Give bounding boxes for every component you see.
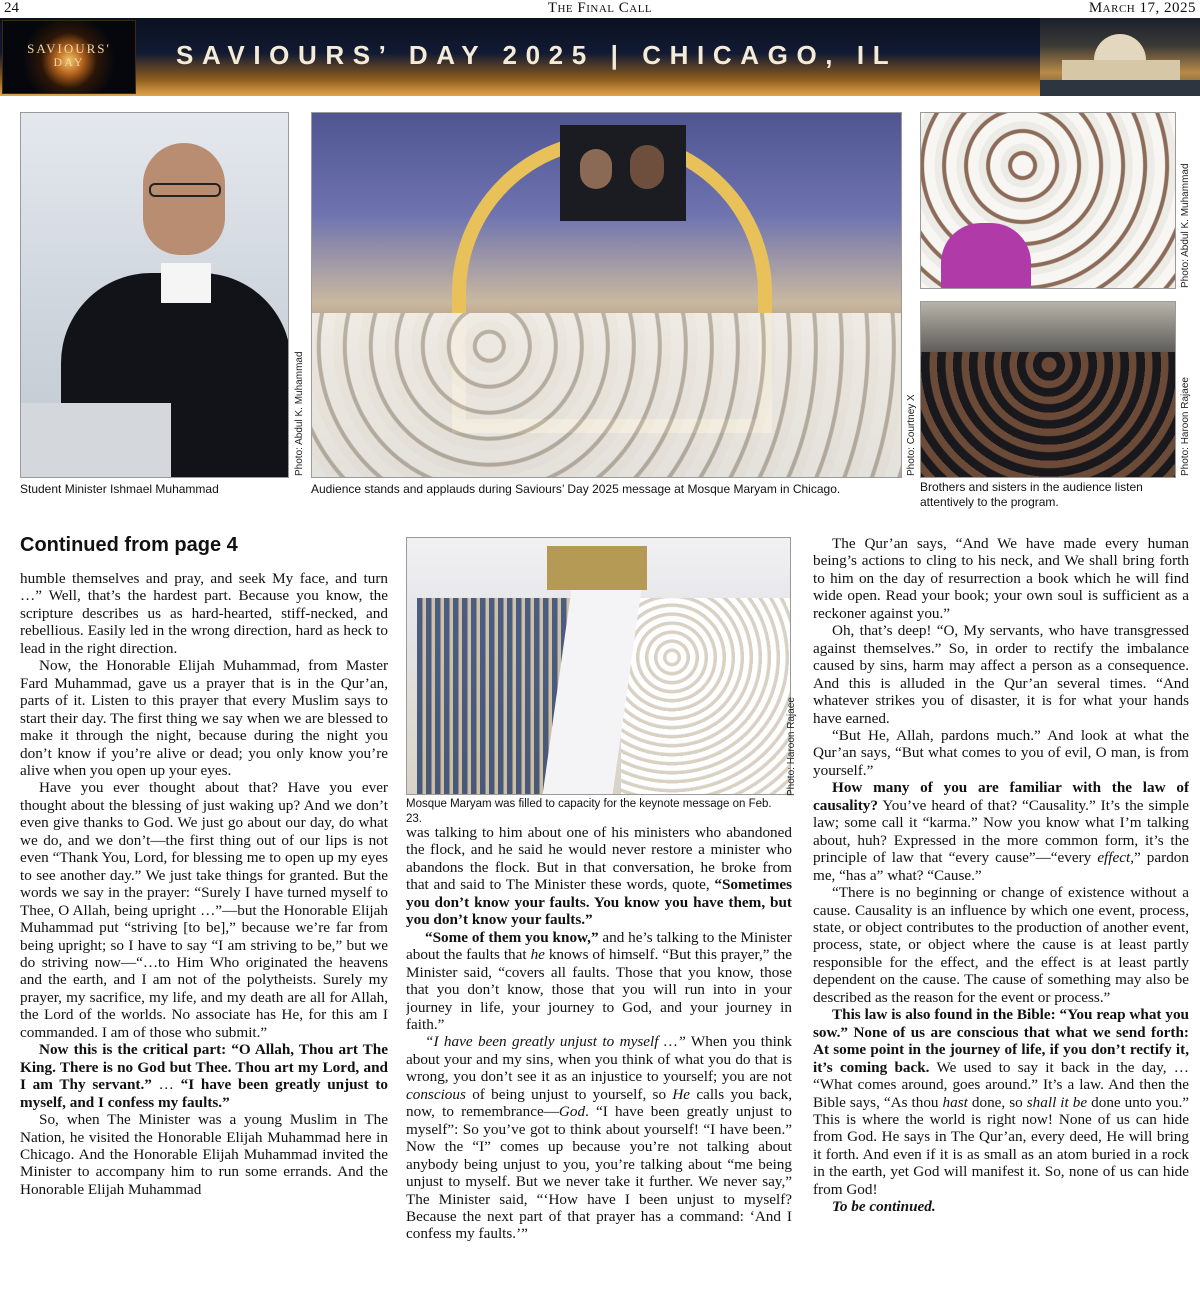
col2-p2-he: he xyxy=(530,946,545,964)
faults-quote: “Sometimes you don’t know your faults. You know you have them, but you don’t know your faults.” xyxy=(406,876,792,929)
some-you-know-quote: “Some of them you know,” xyxy=(425,928,599,946)
col2-p3-text-b: of being unjust to yourself, so xyxy=(465,1085,673,1103)
screen-face-right xyxy=(630,145,664,189)
speaker-photo-caption: Student Minister Ishmael Muhammad xyxy=(20,482,219,496)
speaker-head xyxy=(143,143,225,255)
col2-paragraph-1 xyxy=(406,824,792,929)
ellipsis: … xyxy=(151,1076,181,1094)
col1-paragraph-3: Have you ever thought about that? Have you ever thought about the blessing of just waking up? And we don’t even give thanks to God. We just go about our day, do what we do, and we don’t—the first thing out of our lips is not even “Thank You, Lord, for blessing me to open up my eyes to see another day.” We just take things for granted. But the words we say in the prayer: “Surely I have turned myself to Thee, O Allah, being upright …”—but the Honorable Elijah Muhammad put “striving [to be],” because we’re far from being upright; so I have to say “I am striving to be,” but we do striving now—“…to Him Who originated the heavens and the earth, and I am not of the polytheists. Surely my prayer, my sacrifice, my life, and my death are all for Allah, the Lord of the worlds. No associate has He, for this am I commanded. I am of those who submit.” xyxy=(20,779,388,1041)
standing-audience xyxy=(312,313,902,478)
speaker-photo-credit: Photo: Abdul K. Muhammad xyxy=(294,351,305,476)
unjust-italic-quote: “I have been greatly unjust to myself …” xyxy=(425,1033,686,1051)
col3-paragraph-6 xyxy=(813,1006,1189,1198)
col3-p4-effect: effect xyxy=(1097,849,1131,867)
seated-brothers xyxy=(921,352,1176,478)
publication-name: The Final Call xyxy=(547,0,653,16)
logo-line2: DAY xyxy=(53,55,85,69)
critical-part-quote: Now this is the critical part: “O Allah, Thou art The King. There is no God but Thee. Thou art my Lord, and I am Thy servant.” xyxy=(20,1041,388,1094)
rostrum xyxy=(547,546,647,590)
mosque-exterior-photo xyxy=(1040,18,1200,96)
mosque-interior-photo xyxy=(406,537,791,795)
hall-photo-caption: Audience stands and applauds during Saviours’ Day 2025 message at Mosque Maryam in Chicago. xyxy=(311,482,841,496)
col1-paragraph-1: humble themselves and pray, and seek My face, and turn …” Well, that’s the hardest part. Because you know, the scripture describes us as hard-hearted, stiff-necked, and rebellious. Easily led in the wrong direction, hard as heck to lead in the right direction. xyxy=(20,570,388,657)
col2-p3-god: God xyxy=(558,1103,586,1121)
col3-p6-text-c: done unto you.” This is where the world is right now! None of us can hide from God. He says in The Qur’an, every deed, He will bring it forth. And even if it is as small as an atom buried in a rock in the earth, yet God will manifest it. So, none of us can hide from God! xyxy=(813,1093,1189,1198)
brothers-photo-credit: Photo: Haroon Rajaee xyxy=(1180,377,1191,476)
col2-p3-conscious: conscious xyxy=(406,1085,466,1103)
projection-screen xyxy=(560,125,686,221)
col2-p3-text-c: calls you back, now, to remembrance— xyxy=(406,1085,792,1121)
folio-line xyxy=(0,0,1200,18)
sisters-audience-photo xyxy=(920,112,1176,289)
mosque-building xyxy=(1062,60,1180,82)
bible-law-statement: This law is also found in the Bible: “You reap what you sow.” None of us are conscious that what we send forth: At some point in the journey of life, if you don’t rectify it, it’s coming back. xyxy=(813,1006,1189,1076)
brothers-audience-photo xyxy=(920,301,1176,478)
screen-face-left xyxy=(580,149,612,189)
speaker-photo xyxy=(20,112,289,478)
brothers-photo-caption: Brothers and sisters in the audience listen attentively to the program. xyxy=(920,480,1143,509)
col1-paragraph-2: Now, the Honorable Elijah Muhammad, from Master Fard Muhammad, gave us a prayer that is in the Qur’an, parts of it. Listen to this prayer that every Muslim says to start their day. The first thing we say when we are blessed to make it through the night, because during the night you don’t know if you’re alive or dead; you only know you’re alive when you open up your eyes. xyxy=(20,657,388,779)
col2-p3-he: He xyxy=(672,1085,691,1103)
sister-purple-garment xyxy=(941,223,1031,289)
col3-paragraph-5: “There is no beginning or change of existence without a cause. Causality is an influence by which one event, process, state, or object contributes to the production of another event, process, state, or object where the cause is at least partly responsible for the effect, and the effect is at least partly dependent on the cause. The cause of something may also be described as the reason for the event or process.” xyxy=(813,884,1189,1006)
col2-p2-text-b: knows of himself. “But this prayer,” the Minister said, “covers all faults. Those that you know, those that you don’t know, those that you will run into in your journey in life, your journey to God, and your journey in faith.” xyxy=(406,946,792,1033)
article-column-2 xyxy=(406,824,792,1284)
col3-p4-text-a: You’ve heard of that? “Causality.” It’s the simple law; some call it “karma.” Now you know what I’m talking about, huh? Expressed in the more common form, it’s the principle of law that “every cause”—“every xyxy=(813,796,1189,867)
col3-p6-text-b: done, so xyxy=(967,1093,1027,1111)
col3-paragraph-3: “But He, Allah, pardons much.” And look at what the Qur’an says, “But what comes to you of evil, O man, is from yourself.” xyxy=(813,726,1189,779)
col3-p4-text-b: ,” pardon me, “has a” what? “Cause.” xyxy=(813,849,1189,884)
speaker-collar xyxy=(161,263,211,303)
col2-p3-text-a: When you think about your and my sins, when you think of what you do that is wrong, you don’t see it as an injustice to yourself; you are not xyxy=(406,1033,792,1086)
col3-paragraph-7 xyxy=(813,1198,1189,1215)
sisters-photo-credit: Photo: Abdul K. Muhammad xyxy=(1180,163,1191,288)
col2-paragraph-2 xyxy=(406,929,792,1034)
podium xyxy=(21,403,171,478)
article-column-3 xyxy=(813,535,1189,1275)
to-be-continued: To be continued. xyxy=(832,1198,936,1216)
audience-hall-photo xyxy=(311,112,902,478)
page-number: 24 xyxy=(4,0,19,16)
col3-p6-hast: hast xyxy=(942,1093,968,1111)
logo-line1: SAVIOURS' xyxy=(27,41,111,56)
mosque-photo-caption: Mosque Maryam was filled to capacity for the keynote message on Feb. 23. xyxy=(406,798,772,825)
speaker-glasses xyxy=(149,183,221,197)
continued-heading: Continued from page 4 xyxy=(20,534,238,556)
causality-question: How many of you are familiar with the law of causality? xyxy=(813,779,1189,814)
col2-p3-text-d: . “I have been greatly unjust to myself”: So you’ve got to think about yourself! “I have been.” Now the “I” comes up because you’re not talking about anybody being unjust to you, you’re talking about “me being unjust to myself. But we never take it further. We never say,” The Minister said, “‘How have I been unjust to myself? Because the next part of that prayer has a command: ‘And I confess my faults.’” xyxy=(406,1103,792,1243)
col2-paragraph-3 xyxy=(406,1033,792,1242)
col1-paragraph-4 xyxy=(20,1041,388,1111)
banner-title: SAVIOURS’ DAY 2025 | CHICAGO, IL xyxy=(176,40,898,70)
issue-date: March 17, 2025 xyxy=(1088,0,1196,16)
article-column-1 xyxy=(20,570,388,1282)
mosque-photo-credit: Photo: Haroon Rajaee xyxy=(786,697,797,796)
section-banner xyxy=(0,18,1200,96)
col3-paragraph-2: Oh, that’s deep! “O, My servants, who have transgressed against themselves.” So, in order to rectify the imbalance caused by sins, harm may affect a person as a consequence. And this is alluded in the Qur’an several times. “And whatever strikes you of disaster, it is for what your hands have earned. xyxy=(813,622,1189,727)
col3-paragraph-4 xyxy=(813,779,1189,884)
saviours-day-logo xyxy=(2,20,136,94)
unjust-quote: “I have been greatly unjust to myself, and I confess my faults.” xyxy=(20,1076,388,1111)
lake-water xyxy=(1040,80,1200,96)
col3-p6-shall: shall it be xyxy=(1026,1093,1088,1111)
col2-p1-text: was talking to him about one of his ministers who abandoned the flock, and he said he would never restore a minister who abandons the flock. But in that conversation, he broke from that and said to The Minister these words, quote, xyxy=(406,824,792,894)
col3-p6-text-a: We used to say it back in the day, … “What comes around, goes around.” It’s a law. And then the Bible says, “As thou xyxy=(813,1058,1189,1111)
right-seating-section xyxy=(621,598,791,795)
col2-p2-text-a: and he’s talking to the Minister about the faults that xyxy=(406,928,792,964)
col3-paragraph-1: The Qur’an says, “And We have made every human being’s actions to cling to his neck, and We shall bring forth to him on the day of resurrection a book which he will find wide open. Read your book; your own soul is sufficient as a reckoner against you.” xyxy=(813,535,1189,622)
hall-photo-credit: Photo: Courtney X xyxy=(906,394,917,476)
col1-paragraph-5: So, when The Minister was a young Muslim in The Nation, he visited the Honorable Elijah Muhammad here in Chicago. And the Honorable Elijah Muhammad invited the Minister to accompany him to run some errands. And the Honorable Elijah Muhammad xyxy=(20,1111,388,1198)
